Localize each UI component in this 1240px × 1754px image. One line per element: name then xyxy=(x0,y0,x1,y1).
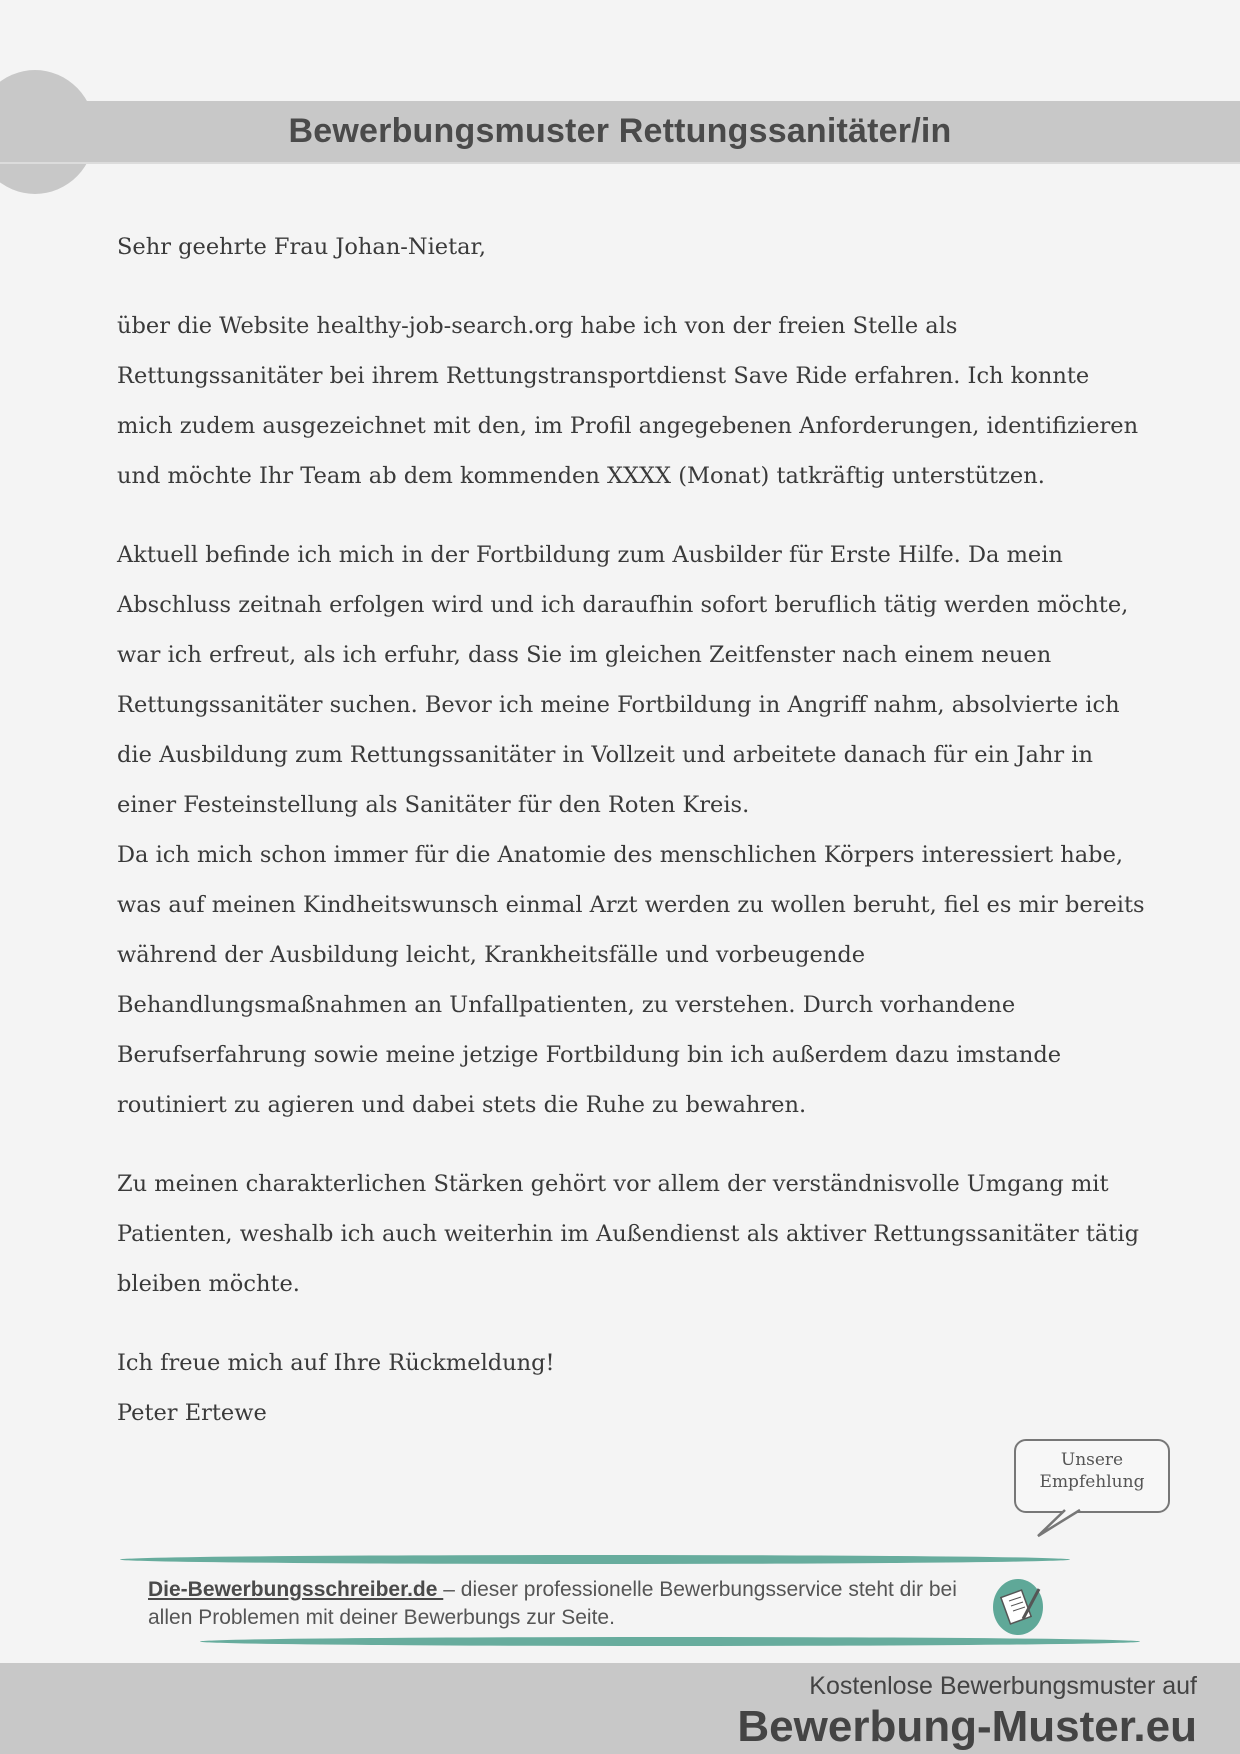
promo-link[interactable]: Die-Bewerbungsschreiber.de xyxy=(148,1578,444,1601)
page-title: Bewerbungsmuster Rettungssanitäter/in xyxy=(288,112,952,150)
footer-site-name[interactable]: Bewerbung-Muster.eu xyxy=(737,1702,1197,1751)
paragraph-4: Zu meinen charakterlichen Stärken gehört vor allem der verständnisvolle Umgang mit Patienten, weshalb ich auch weiterhin im Außendienst als aktiver Rettungssanitäter tätig bleiben möchte. xyxy=(117,1171,1139,1297)
paragraph-3: Da ich mich schon immer für die Anatomie des menschlichen Körpers interessiert habe, was auf meinen Kindheitswunsch einmal Arzt werden zu wollen beruht, fiel es mir bereits während der Ausbildung leicht, Krankheitsfälle und vorbeugende Behandlungsmaßnahmen an Unfallpatienten, zu verstehen. Durch vorhandene Berufserfahrung sowie meine jetzige Fortbildung bin ich außerdem dazu imstande routiniert zu agieren und dabei stets die Ruhe zu bewahren. xyxy=(117,842,1145,1118)
teal-brush-stroke-top xyxy=(120,1555,1070,1564)
promo-text xyxy=(148,1576,978,1632)
document-pen-icon xyxy=(993,1579,1043,1635)
letter-body xyxy=(117,222,1147,1438)
bubble-line-1: Unsere xyxy=(1060,1450,1124,1470)
paragraph-1: über die Website healthy-job-search.org habe ich von der freien Stelle als Rettungssanitäter bei ihrem Rettungstransportdienst Save Ride erfahren. Ich konnte mich zudem ausgezeichnet mit den, im Profil angegebenen Anforderungen, identifizieren und möchte Ihr Team ab dem kommenden XXXX (Monat) tatkräftig unterstützen. xyxy=(117,313,1139,489)
speech-bubble-tail-icon xyxy=(1035,1508,1095,1538)
recommendation-bubble xyxy=(1014,1439,1170,1513)
signature: Peter Ertewe xyxy=(117,1400,267,1426)
closing: Ich freue mich auf Ihre Rückmeldung! xyxy=(117,1350,555,1376)
teal-brush-stroke-bottom xyxy=(200,1637,1140,1646)
paragraph-2: Aktuell befinde ich mich in der Fortbildung zum Ausbilder für Erste Hilfe. Da mein Abschluss zeitnah erfolgen wird und ich daraufhin sofort beruflich tätig werden möchte, war ich erfreut, als ich erfuhr, dass Sie im gleichen Zeitfenster nach einem neuen Rettungssanitäter suchen. Bevor ich meine Fortbildung in Angriff nahm, absolvierte ich die Ausbildung zum Rettungssanitäter in Vollzeit und arbeitete danach für ein Jahr in einer Festeinstellung als Sanitäter für den Roten Kreis. xyxy=(117,542,1129,818)
bubble-line-2: Empfehlung xyxy=(1039,1472,1145,1492)
promo-description: – dieser professionelle Bewerbungsservice steht dir bei allen Problemen mit deiner Bewerbungs zur Seite. xyxy=(148,1578,957,1629)
salutation: Sehr geehrte Frau Johan-Nietar, xyxy=(117,234,486,260)
footer-tagline: Kostenlose Bewerbungsmuster auf xyxy=(809,1672,1197,1700)
